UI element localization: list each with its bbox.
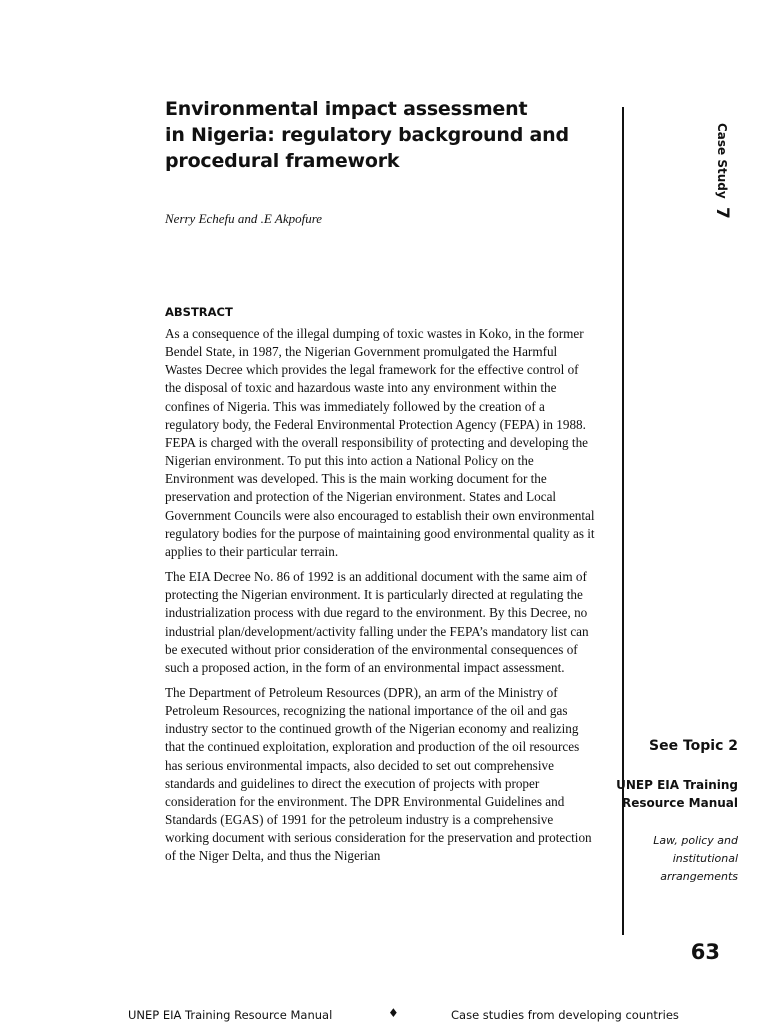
topic-desc-line-3: arrangements	[660, 870, 738, 883]
page-number: 63	[690, 940, 720, 964]
case-study-tab	[712, 123, 732, 219]
case-study-number: 7	[712, 206, 732, 219]
manual-line-1: UNEP EIA Training	[616, 778, 738, 792]
manual-title	[616, 776, 738, 812]
footer-section-title: Case studies from developing countries	[451, 1008, 679, 1022]
abstract-body	[165, 325, 597, 873]
topic-desc-line-2: institutional	[672, 852, 738, 865]
topic-desc-line-1: Law, policy and	[653, 834, 738, 847]
case-study-label: Case Study	[715, 123, 729, 199]
abstract-heading: ABSTRACT	[165, 305, 233, 319]
abstract-paragraph-3: The Department of Petroleum Resources (DPR), an arm of the Ministry of Petroleum Resources, recognizing the national importance of the oil and gas industry sector to the continued growth of the Nigerian economy and realizing that the continued exploitation, exploration and production of the oil resources has serious environmental impacts, also decided to set out comprehensive standards and guidelines to direct the execution of projects with proper consideration for the environment. The DPR Environmental Guidelines and Standards (EGAS) of 1991 for the petroleum industry is a comprehensive working document with serious consideration for the preservation and protection of the Niger Delta, and thus the Nigerian	[165, 684, 592, 864]
topic-description	[653, 832, 738, 886]
abstract-paragraph-2: The EIA Decree No. 86 of 1992 is an additional document with the same aim of protecting the Nigerian environment. It is particularly directed at regulating the industrialization process with due regard to the environment. By this Decree, no industrial plan/development/activity falling under the FEPA’s mandatory list can be executed without prior consideration of the environmental consequences of such a proposed action, in the form of an environmental impact assessment.	[165, 569, 589, 675]
abstract-paragraph-1: As a consequence of the illegal dumping of toxic wastes in Koko, in the former Bendel State, in 1987, the Nigerian Government promulgated the Harmful Wastes Decree which provides the legal framework for the effective control of the disposal of toxic and hazardous waste into any environment within the confines of Nigeria. This was immediately followed by the creation of a regulatory body, the Federal Environmental Protection Agency (FEPA) in 1988. FEPA is charged with the overall responsibility of protecting and developing the Nigerian environment. To put this into action a National Policy on the Environment was developed. This is the main working document for the preservation and protection of the Nigerian environment. States and Local Government Councils were also encouraged to establish their own environmental regulatory bodies for the purpose of maintaining good environmental quality as it applies to their particular terrain.	[165, 326, 595, 559]
title-line-3: procedural framework	[165, 150, 400, 172]
authors: Nerry Echefu and .E Akpofure	[165, 211, 323, 226]
footer-manual-title: UNEP EIA Training Resource Manual	[128, 1008, 333, 1022]
document-title	[165, 96, 605, 174]
footer-diamond-icon: ♦	[388, 1006, 399, 1020]
manual-line-2: Resource Manual	[622, 796, 738, 810]
see-topic: See Topic 2	[649, 738, 738, 754]
title-line-1: Environmental impact assessment	[165, 98, 528, 120]
title-line-2: in Nigeria: regulatory background and	[165, 124, 569, 146]
